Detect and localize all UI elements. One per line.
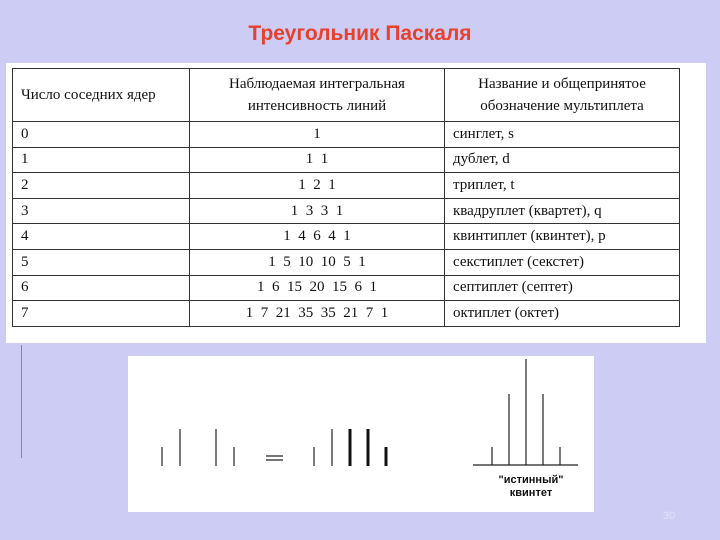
- row-neighbors: 4: [13, 224, 190, 250]
- row-neighbors: 0: [13, 122, 190, 148]
- table-row: [13, 275, 680, 301]
- table-header-row: [13, 69, 680, 122]
- row-intensity: 1 5 10 10 5 1: [190, 249, 445, 275]
- table-row: [13, 224, 680, 250]
- row-multiplet: октиплет (октет): [445, 301, 680, 327]
- header-multiplet-name: Название и общепринятое обозначение мультиплета: [445, 69, 680, 122]
- splitting-group-2: [314, 429, 404, 466]
- row-multiplet: синглет, s: [445, 122, 680, 148]
- row-neighbors: 2: [13, 173, 190, 199]
- table-row: [13, 122, 680, 148]
- table-row: [13, 173, 680, 199]
- table-row: [13, 301, 680, 327]
- page-number: 30: [662, 510, 676, 522]
- figure-caption: [476, 474, 586, 500]
- caption-line-1: "истинный": [498, 474, 564, 486]
- row-multiplet: квинтиплет (квинтет), p: [445, 224, 680, 250]
- multiplet-table: [12, 68, 680, 327]
- row-intensity: 1 2 1: [190, 173, 445, 199]
- slide-title: Треугольник Паскаля: [248, 22, 472, 45]
- row-multiplet: квадруплет (квартет), q: [445, 198, 680, 224]
- caption-line-2: квинтет: [509, 487, 553, 499]
- row-intensity: 1 4 6 4 1: [190, 224, 445, 250]
- equals-sign: [266, 456, 283, 460]
- row-neighbors: 3: [13, 198, 190, 224]
- table-panel: [6, 63, 706, 343]
- row-multiplet: секстиплет (секстет): [445, 249, 680, 275]
- row-multiplet: дублет, d: [445, 147, 680, 173]
- decorative-divider: [21, 345, 22, 458]
- row-intensity: 1 6 15 20 15 6 1: [190, 275, 445, 301]
- row-neighbors: 5: [13, 249, 190, 275]
- row-intensity: 1: [190, 122, 445, 148]
- true-quintet: [473, 359, 578, 465]
- table-row: [13, 249, 680, 275]
- row-intensity: 1 7 21 35 35 21 7 1: [190, 301, 445, 327]
- row-intensity: 1 1: [190, 147, 445, 173]
- row-multiplet: септиплет (септет): [445, 275, 680, 301]
- header-neighbor-nuclei: Число соседних ядер: [13, 69, 190, 122]
- row-neighbors: 6: [13, 275, 190, 301]
- row-multiplet: триплет, t: [445, 173, 680, 199]
- table-row: [13, 198, 680, 224]
- row-neighbors: 1: [13, 147, 190, 173]
- table-row: [13, 147, 680, 173]
- row-intensity: 1 3 3 1: [190, 198, 445, 224]
- row-neighbors: 7: [13, 301, 190, 327]
- header-intensity: Наблюдаемая интегральная интенсивность линий: [190, 69, 445, 122]
- splitting-group-1: [162, 429, 234, 466]
